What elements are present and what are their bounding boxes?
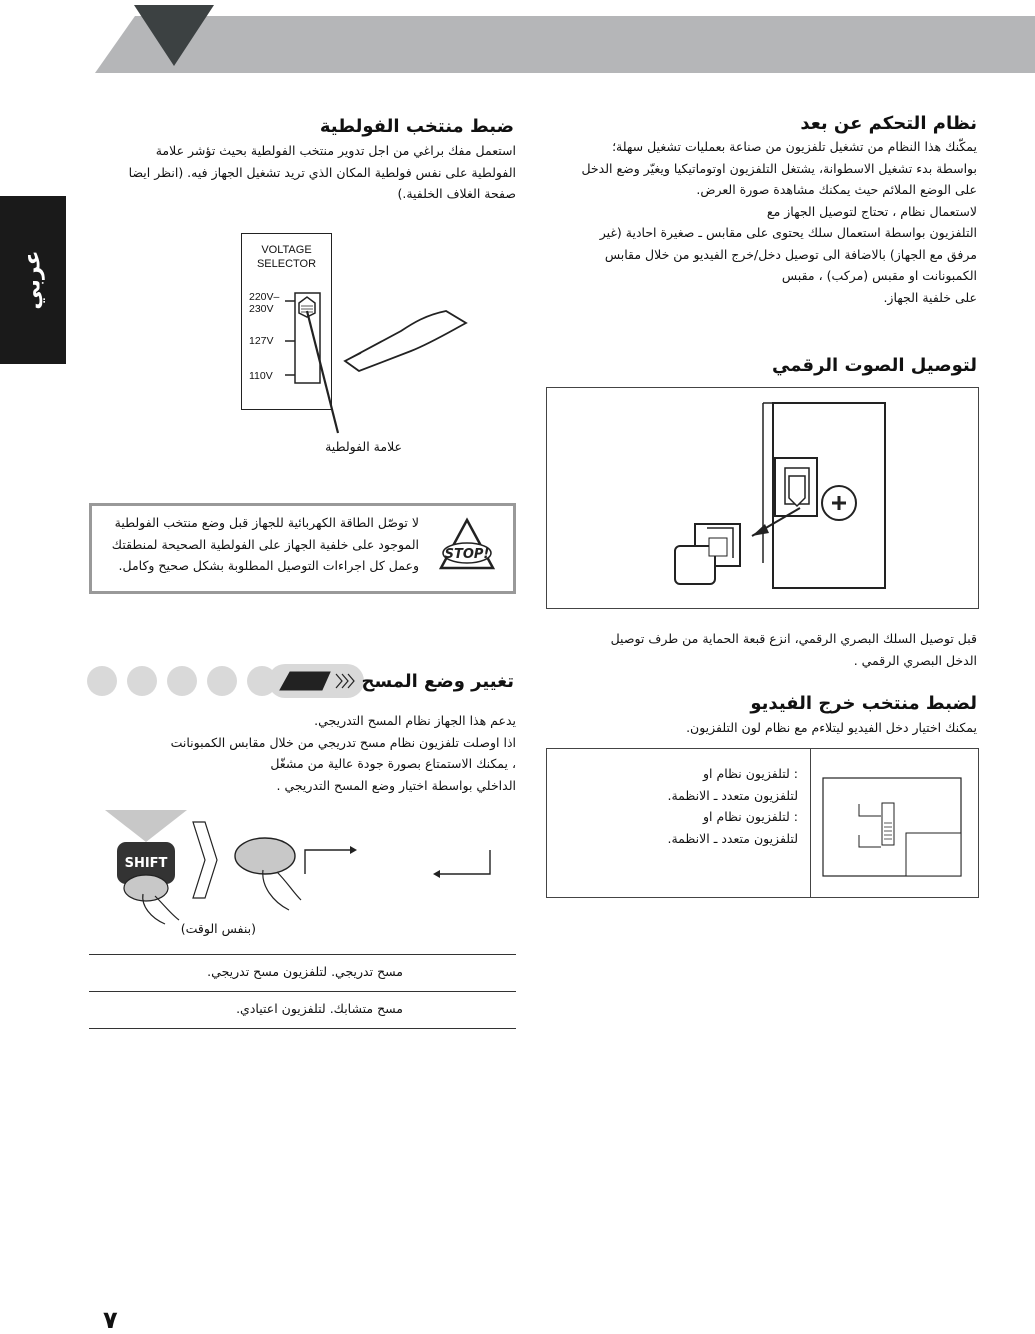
text-line: لاستعمال نظام ، تحتاج لتوصيل الجهاز مع	[766, 203, 977, 219]
remote-button-icon	[268, 664, 364, 698]
digital-note-text	[557, 628, 977, 671]
screwdriver-illustration	[241, 233, 481, 463]
voltage-selector-heading: ضبط منتخب الفولطية	[319, 116, 514, 137]
scan-mode-text	[106, 710, 516, 796]
text-line: الفولطية على نفس فولطية المكان الذي تريد تشغيل الجهاز فيه. (انظر ايضا	[128, 164, 516, 180]
stop-label: STOP!	[444, 547, 490, 562]
volt-label-line: 220V–	[249, 291, 280, 303]
voltage-mark-label: علامة الفولطية	[325, 439, 402, 454]
page-number: ٧	[103, 1306, 118, 1334]
text-line: : لتلفزيون نظام او	[703, 766, 798, 781]
text-line: على الوضع الملائم حيث يمكنك مشاهدة صورة العرض.	[696, 182, 977, 197]
language-side-tab	[0, 196, 66, 364]
text-line: الداخلي بواسطة اختيار وضع المسح التدريجي .	[276, 777, 516, 793]
digital-audio-heading: لتوصيل الصوت الرقمي	[772, 355, 977, 376]
text-line: مرفق مع الجهاز) بالاضافة الى توصيل دخل/خرج الفيديو من خلال مقابس	[604, 246, 977, 262]
text-line: الموجود على خلفية الجهاز على الفولطية الصحيحة لمنطقتك	[111, 536, 419, 552]
language-tab-label: عربي	[20, 250, 46, 310]
step-circle	[167, 666, 197, 696]
step-circle	[127, 666, 157, 696]
video-output-heading: لضبط منتخب خرج الفيديو	[750, 693, 977, 714]
stop-warning-icon	[437, 516, 497, 578]
step-circle	[87, 666, 117, 696]
text-line: يمكّنك هذا النظام من تشغيل تلفزيون من صناعة بعمليات تشغيل سهلة؛	[612, 139, 977, 154]
text-line: التلفزيون بواسطة استعمال سلك يحتوى على مقابس ـ صغيرة احادية (غير	[599, 225, 977, 240]
volt-127-label: 127V	[249, 335, 274, 347]
text-line: بواسطة بدء تشغيل الاسطوانة، يشتغل التلفزيون اوتوماتيكيا ويغيّر وضع الدخل	[581, 160, 977, 176]
volt-110-label: 110V	[249, 370, 273, 382]
table-row: مسح متشابك. لتلفزيون اعتيادي.	[236, 1001, 403, 1016]
scan-mode-heading: تغيير وضع المسح	[361, 671, 514, 692]
shift-press-illustration	[95, 806, 505, 931]
text-line: ، يمكنك الاستمتاع بصورة جودة عالية من مشغّل	[270, 756, 516, 771]
text-line: : لتلفزيون نظام او	[703, 809, 798, 824]
table-rule	[89, 954, 516, 955]
remote-control-heading: نظام التحكم عن بعد	[800, 113, 977, 134]
text-line: وعمل كل اجراءات التوصيل المطلوبة بشكل صحيح وكامل.	[118, 558, 419, 573]
table-rule	[89, 1028, 516, 1029]
video-table-text	[558, 763, 798, 849]
warning-text	[99, 512, 419, 577]
warning-box	[89, 503, 516, 594]
text-line: اذا اوصلت تلفزيون نظام مسح تدريجي من خلال مقابس الكمبونانت	[170, 734, 516, 750]
table-row: مسح تدريجي. لتلفزيون مسح تدريجي.	[207, 964, 403, 979]
text-line: لا توصّل الطاقة الكهربائية للجهاز قبل وضع منتخب الفولطية	[114, 515, 419, 530]
video-switch-icon	[811, 749, 978, 897]
text-line: قبل توصيل السلك البصري الرقمي، انزع قبعة الحماية من طرف توصيل	[610, 631, 977, 646]
optical-connection-figure	[546, 387, 979, 609]
step-circle	[207, 666, 237, 696]
simultaneous-label: (بنفس الوقت)	[180, 921, 256, 936]
shift-label: SHIFT	[124, 856, 168, 871]
text-line: على خلفية الجهاز.	[883, 289, 977, 305]
text-line: لتلفزيون متعدد ـ الانظمة.	[667, 830, 798, 846]
optical-jack-illustration	[547, 388, 978, 608]
text-line: الدخل البصري الرقمي .	[853, 652, 977, 668]
text-line: يدعم هذا الجهاز نظام المسح التدريجي.	[314, 713, 516, 728]
text-line: الكمبونانت او مقبس (مركب) ، مقبس	[781, 268, 977, 283]
text-line: استعمل مفك براغي من اجل تدوير منتخب الفولطية بحيث تؤشر علامة	[155, 143, 516, 158]
remote-control-text	[547, 136, 977, 308]
text-line: صفحة الغلاف الخلفية.)	[397, 186, 516, 201]
header-banner	[0, 0, 1035, 80]
selector-title-line: SELECTOR	[256, 258, 317, 270]
video-output-table	[546, 748, 979, 898]
video-output-intro: يمكنك اختيار دخل الفيديو ليتلاءم مع نظام لون التلفزيون.	[686, 720, 977, 735]
selector-title-line: VOLTAGE	[261, 244, 312, 256]
table-rule	[89, 991, 516, 992]
voltage-selector-text	[106, 140, 516, 205]
text-line: لتلفزيون متعدد ـ الانظمة.	[667, 787, 798, 803]
volt-label-line: 230V	[249, 303, 274, 315]
